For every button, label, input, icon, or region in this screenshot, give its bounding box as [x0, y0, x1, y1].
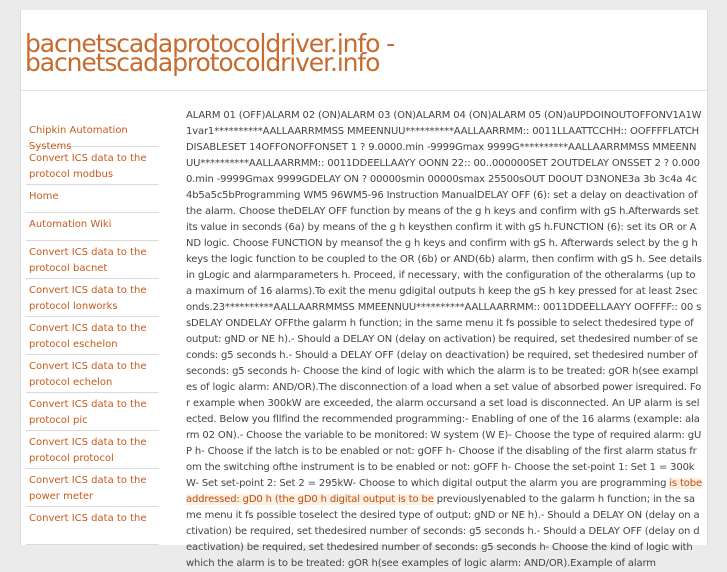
article-content	[186, 108, 702, 572]
sidebar-item-protocol-bacnet[interactable]	[26, 241, 159, 279]
highlighted-text: is tobe addressed: gD0 h (the gD0 h digital output is to be	[186, 478, 702, 505]
sidebar-item-label: Chipkin Automation Systems	[29, 125, 128, 152]
sidebar-item-protocol-protocol[interactable]	[26, 431, 159, 469]
sidebar-item-label: Convert ICS data to the protocol modbus	[29, 153, 147, 180]
sidebar-item-label: Convert ICS data to the power meter	[29, 475, 147, 502]
site-header	[21, 10, 707, 91]
sidebar-item-protocol-eschelon[interactable]	[26, 317, 159, 355]
article-text: ALARM 01 (OFF)ALARM 02 (ON)ALARM 03 (ON)ALARM 04 (ON)ALARM 05 (ON)aUPDOINOUTOFFONV1A1W1var1**********AALLAARRMMSS MMEENNUU**********AALLAARRMM:: 0011LLAATTCCHH:: OOFFFFLATCHDISABLESET 14OFFONOFFONSET 1 ? 9.0000.min -9999Gmax 9999G**********AALLAARRMMSS MMEENNUU**********AALLAARRMM:: 0011DDEELLAAYY OONN 22:: 00..000000SET 2OUTDELAY ONSSET 2 ? 0.0000.min -9999Gmax 9999GDELAY ON ? 00000smin 00000smax 25500sOUT D0OUT D3NONE3a 3b 3c4a 4c 4b5a5c5bProgramming WM5 96WM5-96 Instruction ManualDELAY OFF (6): set a delay on deactivation of the alarm. Choose theDELAY OFF function by means of the g h keys and confirm with gS h.Afterwards set its value in seconds (6a) by means of the g h keysthen confirm it with gS h.FUNCTION (6): set its OR or AND logic. Choose FUNCTION by meansof the g h keys and confirm with gS h. Afterwards select by the g h keys the logic function to be coupled to the OR (6b) or AND(6b) alarm, then confirm with gS h. See details in gLogic and alarmparameters h. Proceed, if necessary, with the configuration of the otheralarms (up to a maximum of 16 alarms).To exit the menu gdigital outputs h keep the gS h key pressed for at least 2seconds.23**********AALLAARRMMSS MMEENNUU**********AALLAARRMM:: 0011DDEELLAAYY OOFFFF:: 00 ssDELAY ONDELAY OFFthe galarm h function; in the same menu it fs possible to select thedesired type of output: gND or NE h).- Should a DELAY ON (delay on activation) be required, set thedesired number of seconds: g5 seconds h.- Should a DELAY OFF (delay on deactivation) be required, set thedesired number of seconds: g5 seconds h- Choose the kind of logic with which the alarm is to be treated: gOR h(see examples of logic alarm: AND/OR).The disconnection of a load when a set value of absorbed power isrequired. For example when 300kW are exceeded, the alarm occursand a set load is disconnected. An UP alarm is selected. Below you fllfind the recommended programming:- Enabling of one of the 16 alarms (example: alarm 02 ON).- Choose the variable to be monitored: W system (W E)- Choose the type of required alarm: gUP h- Choose if the latch is to be enabled or not: gOFF h- Choose if the disabling of the first alarm status from the switching ofthe instrument is to be enabled or not: gOFF h- Choose the set-point 1: Set 1 = 300kW- Set set-point 2: Set 2 = 295kW- Choose to which digital output the alarm you are programming	[186, 110, 702, 489]
sidebar-item-label: Convert ICS data to the protocol eschelon	[29, 323, 147, 350]
article-text-continued: previouslyenabled to the galarm h function; in the same menu it fs possible toselect the desired type of output: gND or NE h).- Should a DELAY ON (delay on activation) be required, set thedesired number of seconds: g5 seconds h.- Should a DELAY OFF (delay on deactivation) be required, set thedesired number of seconds: g5 seconds h- Choose the kind of logic with which the alarm is to be treated: gOR h(see examples of logic alarm: AND/OR).Example of alarm	[186, 494, 700, 569]
sidebar-item-chipkin-automation-systems[interactable]	[26, 119, 159, 152]
sidebar-item-label: Convert ICS data to the protocol pic	[29, 399, 147, 426]
sidebar-item-label: Convert ICS data to the	[29, 513, 147, 524]
sidebar-item-automation-wiki[interactable]	[26, 213, 159, 241]
sidebar-item-protocol-pic[interactable]	[26, 393, 159, 431]
sidebar-item-label: Convert ICS data to the protocol protocol	[29, 437, 147, 464]
sidebar-item-label: Home	[29, 191, 59, 202]
sidebar-item-home[interactable]	[26, 185, 159, 213]
sidebar-item-protocol-echelon[interactable]	[26, 355, 159, 393]
sidebar-item-protocol-modbus[interactable]	[26, 147, 159, 185]
sidebar-item-label: Convert ICS data to the protocol bacnet	[29, 247, 147, 274]
sidebar-nav	[26, 119, 159, 545]
sidebar-item-power-meter[interactable]	[26, 469, 159, 507]
sidebar-item-label: Convert ICS data to the protocol echelon	[29, 361, 147, 388]
page-container	[20, 10, 708, 569]
sidebar-item-label: Convert ICS data to the protocol lonworks	[29, 285, 147, 312]
sidebar-item-convert-ics[interactable]	[26, 507, 159, 545]
sidebar-item-protocol-lonworks[interactable]	[26, 279, 159, 317]
article-paragraph	[186, 108, 702, 572]
site-title[interactable]: bacnetscadaprotocoldriver.info - bacnetscadaprotocoldriver.info	[25, 29, 395, 77]
sidebar-item-label: Automation Wiki	[29, 219, 112, 230]
